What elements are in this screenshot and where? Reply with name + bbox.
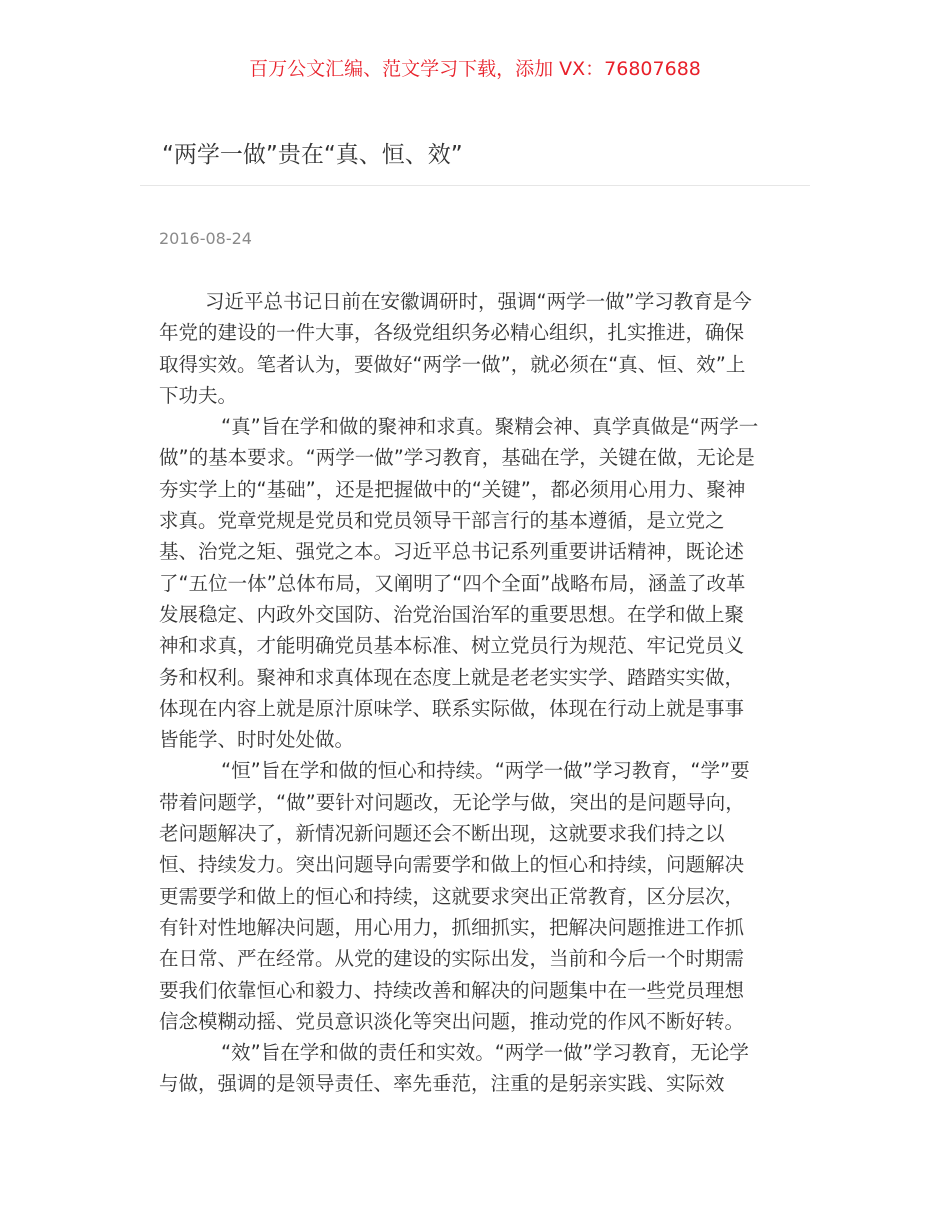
body-line: 皆能学、时时处处做。	[159, 728, 355, 752]
body-line: 下功夫。	[159, 383, 238, 407]
body-line: 在日常、严在经常。从党的建设的实际出发，当前和今后一个时期需	[159, 947, 745, 971]
body-line: 取得实效。笔者认为，要做好“两学一做”，就必须在“真、恒、效”上	[159, 352, 746, 376]
body-line: 求真。党章党规是党员和党员领导干部言行的基本遵循，是立党之	[159, 509, 725, 533]
body-line: 做”的基本要求。“两学一做”学习教育，基础在学，关键在做，无论是	[159, 446, 755, 470]
body-line: 体现在内容上就是原汁原味学、联系实际做，体现在行动上就是事事	[159, 696, 745, 720]
body-line: 与做，强调的是领导责任、率先垂范，注重的是躬亲实践、实际效	[159, 1072, 725, 1096]
body-line: 带着问题学，“做”要针对问题改，无论学与做，突出的是问题导向，	[159, 790, 745, 814]
body-line: 发展稳定、内政外交国防、治党治国治军的重要思想。在学和做上聚	[159, 602, 745, 626]
promo-banner: 百万公文汇编、范文学习下载，添加 VX：76807688	[249, 58, 701, 80]
body-line: 基、治党之矩、强党之本。习近平总书记系列重要讲话精神，既论述	[159, 540, 745, 564]
body-line: 夯实学上的“基础”，还是把握做中的“关键”，都必须用心用力、聚神	[159, 477, 746, 501]
body-line: “真”旨在学和做的聚神和求真。聚精会神、真学真做是“两学一	[221, 415, 759, 439]
title-divider	[140, 185, 810, 186]
body-line: “效”旨在学和做的责任和实效。“两学一做”学习教育，无论学	[221, 1041, 749, 1065]
body-line: 老问题解决了，新情况新问题还会不断出现，这就要求我们持之以	[159, 822, 725, 846]
body-line: 信念模糊动摇、党员意识淡化等突出问题，推动党的作风不断好转。	[159, 1009, 745, 1033]
body-line: 年党的建设的一件大事，各级党组织务必精心组织，扎实推进，确保	[159, 321, 745, 345]
body-line: 有针对性地解决问题，用心用力，抓细抓实，把解决问题推进工作抓	[159, 915, 745, 939]
body-line: 习近平总书记日前在安徽调研时，强调“两学一做”学习教育是今	[205, 290, 752, 313]
body-line: 神和求真，才能明确党员基本标准、树立党员行为规范、牢记党员义	[159, 634, 745, 658]
body-line: 更需要学和做上的恒心和持续，这就要求突出正常教育，区分层次，	[159, 884, 745, 908]
article-date: 2016-08-24	[159, 229, 252, 248]
body-line: 恒、持续发力。突出问题导向需要学和做上的恒心和持续，问题解决	[159, 853, 745, 877]
body-line: 务和权利。聚神和求真体现在态度上就是老老实实学、踏踏实实做，	[159, 665, 745, 689]
body-line: “恒”旨在学和做的恒心和持续。“两学一做”学习教育，“学”要	[221, 759, 750, 783]
body-line: 要我们依靠恒心和毅力、持续改善和解决的问题集中在一些党员理想	[159, 978, 745, 1002]
article-body	[159, 286, 795, 1100]
article-title: “两学一做”贵在“真、恒、效”	[162, 142, 463, 168]
body-line: 了“五位一体”总体布局，又阐明了“四个全面”战略布局，涵盖了改革	[159, 571, 746, 595]
